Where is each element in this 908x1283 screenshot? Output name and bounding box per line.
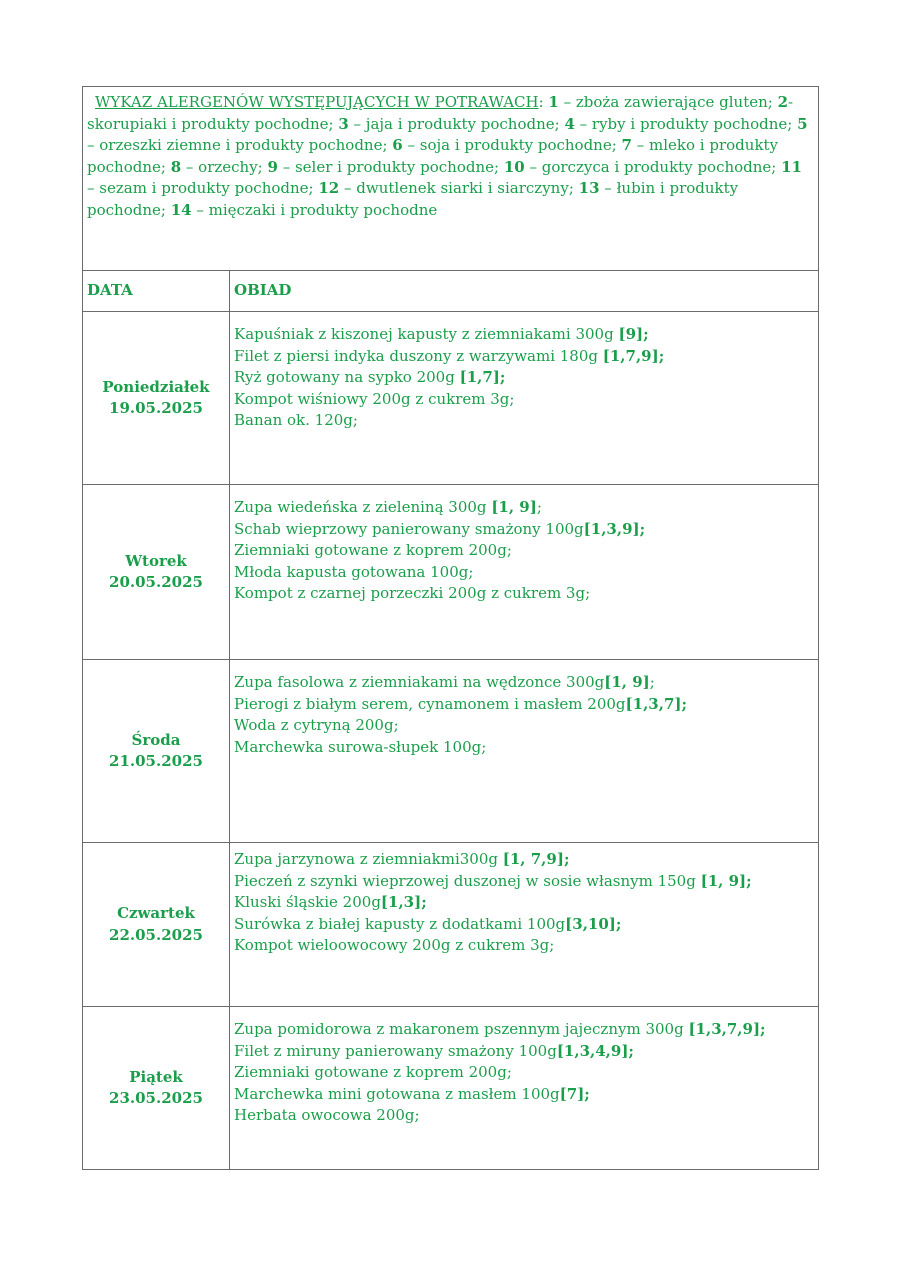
day-date: 19.05.2025 — [109, 399, 203, 417]
legend-text: – ryby i produkty pochodne; — [574, 114, 798, 133]
dish-item — [234, 410, 814, 432]
dish-item — [234, 871, 814, 893]
dish-item — [234, 849, 814, 871]
dish-item — [234, 935, 814, 957]
dish-allergens: [1, 7,9]; — [502, 850, 570, 868]
dish-item — [234, 1019, 814, 1041]
day-cell — [83, 843, 230, 1007]
dish-text: Ziemniaki gotowane z koprem 200g; — [234, 541, 512, 559]
dish-text: Kompot z czarnej porzeczki 200g z cukrem 3g; — [234, 584, 591, 602]
legend-text: – mleko i produkty pochodne; — [87, 136, 779, 176]
dish-text: Zupa pomidorowa z makaronem pszennym jajecznym 300g — [234, 1020, 689, 1038]
dish-item — [234, 389, 814, 411]
dish-text: Ryż gotowany na sypko 200g — [234, 368, 460, 386]
dish-allergens: [1,3,7,9]; — [688, 1020, 766, 1038]
day-row — [83, 843, 819, 1007]
legend-text: – orzeszki ziemne i produkty pochodne; — [87, 136, 393, 154]
legend-text: – zboża zawierające gluten; — [558, 93, 778, 111]
day-name: Poniedziałek — [102, 377, 210, 396]
day-name: Czwartek — [117, 904, 195, 922]
legend-row — [83, 87, 819, 271]
dish-list — [230, 312, 819, 485]
legend-text: – sezam i produkty pochodne; — [87, 179, 319, 197]
dish-suffix: ; — [649, 673, 655, 691]
legend-text: – mięczaki i produkty pochodne — [191, 200, 438, 219]
legend-items — [87, 93, 808, 219]
dish-item — [234, 497, 814, 519]
day-cell — [83, 1007, 230, 1170]
dish-allergens: [3,10]; — [565, 914, 622, 933]
dish-list — [230, 843, 819, 1007]
dish-text: Kompot wiśniowy 200g z cukrem 3g; — [234, 389, 515, 408]
legend-text: – soja i produkty pochodne; — [402, 136, 622, 154]
dish-text: Pierogi z białym serem, cynamonem i masłem 200g — [234, 694, 626, 713]
dish-text: Kapuśniak z kiszonej kapusty z ziemniakami 300g — [234, 325, 619, 343]
dish-item — [234, 1105, 814, 1127]
day-row — [83, 485, 819, 660]
dish-allergens: [9]; — [618, 325, 649, 343]
dish-text: Marchewka surowa-słupek 100g; — [234, 737, 487, 756]
legend-number: 8 — [170, 157, 182, 176]
dish-text: Filet z piersi indyka duszony z warzywami 180g — [234, 346, 603, 365]
legend-number: 7 — [621, 136, 632, 154]
day-row — [83, 312, 819, 485]
legend-heading: WYKAZ ALERGENÓW WYSTĘPUJĄCYCH W POTRAWACH — [95, 93, 539, 111]
dish-allergens: [1,3,9]; — [583, 519, 646, 538]
dish-allergens: [1,7,9]; — [602, 346, 665, 365]
dish-text: Zupa fasolowa z ziemniakami na wędzonce 300g — [234, 673, 605, 691]
dish-item — [234, 892, 814, 914]
day-row — [83, 660, 819, 843]
dish-allergens: [1,7]; — [459, 368, 506, 386]
table-header-row — [83, 271, 819, 312]
legend-number: 6 — [392, 136, 403, 154]
day-cell — [83, 485, 230, 660]
dish-item — [234, 324, 814, 346]
legend-number: 14 — [170, 200, 192, 219]
dish-text: Zupa jarzynowa z ziemniakmi300g — [234, 850, 503, 868]
dish-text: Herbata owocowa 200g; — [234, 1106, 420, 1124]
legend-number: 2 — [777, 93, 789, 111]
allergen-legend: WYKAZ ALERGENÓW WYSTĘPUJĄCYCH W POTRAWACH: 1 – zboża zawierające gluten; 2-skorupiaki i produkty pochodne; 3 – jaja i produkty pochodne; 4 – ryby i produkty pochodne; 5 – orzeszki ziemne i produkty pochodne; 6 – soja i produkty pochodne; 7 – mleko i produkty pochodne; 8 – orzechy; 9 – seler i produkty pochodne; 10 – gorczyca i produkty pochodne; 11 – sezam i produkty pochodne; 12 – dwutlenek siarki i siarczyny; 13 – łubin i produkty pochodne; 14 – mięczaki i produkty pochodne — [83, 87, 819, 271]
legend-text: – seler i produkty pochodne; — [277, 157, 504, 176]
dish-item — [234, 694, 814, 716]
dish-item — [234, 367, 814, 389]
legend-text: – dwutlenek siarki i siarczyny; — [339, 179, 579, 197]
legend-number: 11 — [781, 157, 802, 176]
dish-text: Surówka z białej kapusty z dodatkami 100g — [234, 914, 566, 933]
dish-list — [230, 660, 819, 843]
dish-item — [234, 1041, 814, 1063]
legend-number: 13 — [578, 179, 600, 197]
legend-text: – jaja i produkty pochodne; — [348, 114, 565, 133]
legend-text: – orzechy; — [181, 157, 268, 176]
dish-item — [234, 562, 814, 584]
dish-allergens: [1, 9]; — [700, 871, 752, 890]
dish-text: Młoda kapusta gotowana 100g; — [234, 562, 474, 581]
dish-item — [234, 346, 814, 368]
dish-suffix: ; — [536, 498, 542, 516]
dish-item — [234, 914, 814, 936]
dish-item — [234, 737, 814, 759]
legend-number: 3 — [338, 114, 349, 133]
legend-number: 5 — [797, 114, 808, 133]
legend-number: 9 — [267, 157, 278, 176]
dish-item — [234, 583, 814, 605]
dish-text: Filet z miruny panierowany smażony 100g — [234, 1041, 557, 1060]
day-name: Piątek — [129, 1067, 183, 1086]
day-date: 20.05.2025 — [109, 573, 203, 591]
dish-text: Ziemniaki gotowane z koprem 200g; — [234, 1063, 512, 1081]
legend-text: -skorupiaki i produkty pochodne; — [87, 93, 794, 133]
dish-text: Kluski śląskie 200g — [234, 893, 381, 911]
dish-text: Marchewka mini gotowana z masłem 100g — [234, 1084, 560, 1103]
day-cell — [83, 312, 230, 485]
header-meal: OBIAD — [230, 271, 819, 312]
legend-number: 10 — [503, 157, 525, 176]
dish-text: Zupa wiedeńska z zieleniną 300g — [234, 498, 492, 516]
dish-allergens: [1,3,4,9]; — [556, 1041, 634, 1060]
day-date: 21.05.2025 — [109, 752, 203, 770]
legend-number: 4 — [564, 114, 575, 133]
dish-text: Schab wieprzowy panierowany smażony 100g — [234, 519, 584, 538]
dish-item — [234, 1084, 814, 1106]
dish-list — [230, 485, 819, 660]
day-name: Wtorek — [125, 551, 187, 570]
legend-text: – gorczyca i produkty pochodne; — [524, 157, 782, 176]
day-name: Środa — [131, 730, 181, 749]
day-row — [83, 1007, 819, 1170]
day-date: 22.05.2025 — [109, 925, 203, 944]
legend-number: 1 — [548, 93, 559, 111]
day-date: 23.05.2025 — [109, 1089, 203, 1107]
dish-allergens: [1, 9] — [604, 673, 650, 691]
dish-allergens: [1,3]; — [380, 893, 427, 911]
dish-item — [234, 672, 814, 694]
dish-item — [234, 540, 814, 562]
dish-allergens: [1,3,7]; — [625, 694, 688, 713]
dish-text: Banan ok. 120g; — [234, 411, 358, 429]
legend-number: 12 — [318, 179, 340, 197]
legend-text: – łubin i produkty pochodne; — [87, 179, 739, 219]
dish-list — [230, 1007, 819, 1170]
dish-text: Kompot wieloowocowy 200g z cukrem 3g; — [234, 936, 555, 954]
menu-table — [82, 86, 819, 1170]
dish-item — [234, 715, 814, 737]
header-date: DATA — [83, 271, 230, 312]
dish-item — [234, 519, 814, 541]
dish-allergens: [1, 9] — [491, 498, 537, 516]
dish-allergens: [7]; — [559, 1084, 590, 1103]
dish-text: Pieczeń z szynki wieprzowej duszonej w sosie własnym 150g — [234, 871, 701, 890]
day-cell — [83, 660, 230, 843]
dish-text: Woda z cytryną 200g; — [234, 716, 399, 734]
dish-item — [234, 1062, 814, 1084]
